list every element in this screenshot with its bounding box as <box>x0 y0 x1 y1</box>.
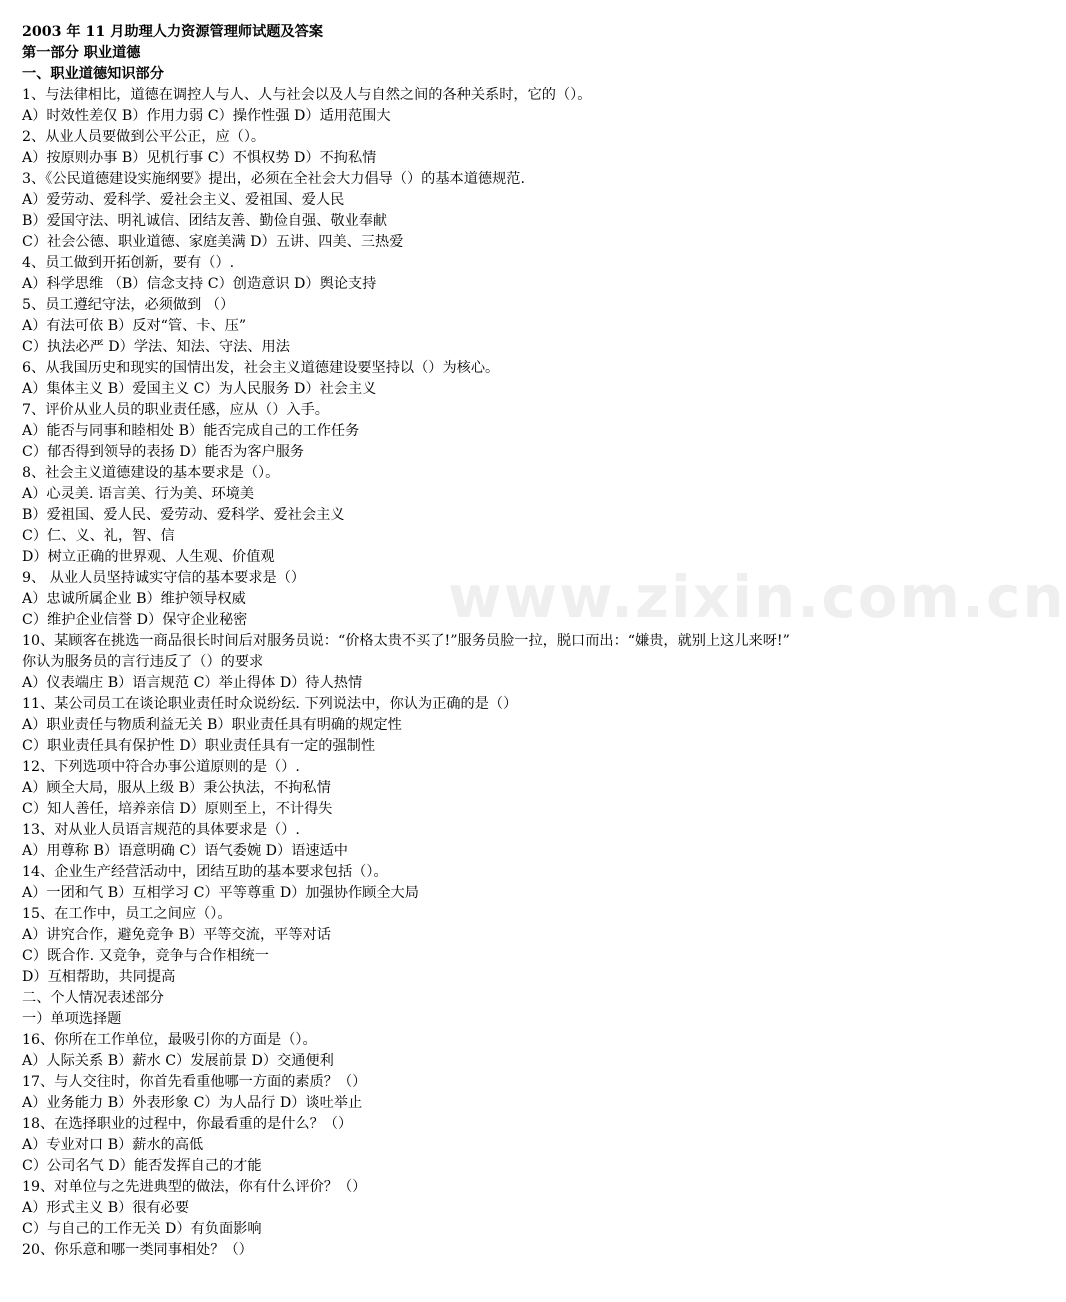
question-text: 13、对从业人员语言规范的具体要求是（）. <box>22 822 300 838</box>
part-heading: 第一部分 职业道德 <box>22 45 141 61</box>
answer-options: A）讲究合作，避免竞争 B）平等交流，平等对话 <box>22 927 331 943</box>
answer-options: A）按原则办事 B）见机行事 C）不惧权势 D）不拘私情 <box>22 150 377 166</box>
answer-options: D）互相帮助，共同提高 <box>22 969 176 985</box>
question-text: 6、从我国历史和现实的国情出发，社会主义道德建设要坚持以（）为核心。 <box>22 360 500 376</box>
answer-options: B）爱祖国、爱人民、爱劳动、爱科学、爱社会主义 <box>22 507 345 523</box>
answer-options: A）时效性差仅 B）作用力弱 C）操作性强 D）适用范围大 <box>22 108 391 124</box>
answer-options: C）职业责任具有保护性 D）职业责任具有一定的强制性 <box>22 738 376 754</box>
question-text: 1、与法律相比，道德在调控人与人、人与社会以及人与自然之间的各种关系时，它的（）。 <box>22 87 592 103</box>
question-text: 5、员工遵纪守法，必须做到 （） <box>22 297 235 313</box>
answer-options: C）维护企业信誉 D）保守企业秘密 <box>22 612 248 628</box>
question-text: 10、某顾客在挑选一商品很长时间后对服务员说：“价格太贵不买了!”服务员脸一拉，脱口而出：“嫌贵，就别上这儿来呀!” <box>22 633 790 649</box>
answer-options: A）爱劳动、爱科学、爱社会主义、爱祖国、爱人民 <box>22 192 345 208</box>
answer-options: A）一团和气 B）互相学习 C）平等尊重 D）加强协作顾全大局 <box>22 885 419 901</box>
answer-options: C）郁否得到领导的表扬 D）能否为客户服务 <box>22 444 305 460</box>
answer-options: A）能否与同事和睦相处 B）能否完成自己的工作任务 <box>22 423 360 439</box>
question-text: 4、员工做到开拓创新，要有（）. <box>22 255 235 271</box>
answer-options: C）既合作. 又竞争，竞争与合作相统一 <box>22 948 269 964</box>
answer-options: A）心灵美. 语言美、行为美、环境美 <box>22 486 255 502</box>
document-body <box>22 22 912 1261</box>
answer-options: C）知人善任，培养亲信 D）原则至上，不计得失 <box>22 801 333 817</box>
answer-options: A）专业对口 B）薪水的高低 <box>22 1137 204 1153</box>
question-text-continued: 你认为服务员的言行违反了（）的要求 <box>22 654 264 670</box>
question-text: 7、评价从业人员的职业责任感，应从（）入手。 <box>22 402 329 418</box>
answer-options: C）社会公德、职业道德、家庭美满 D）五讲、四美、三热爱 <box>22 234 404 250</box>
subsection-heading: 一）单项选择题 <box>22 1011 122 1027</box>
question-text: 11、某公司员工在谈论职业责任时众说纷纭. 下列说法中，你认为正确的是（） <box>22 696 518 712</box>
watermark: www.zixin.com.cn <box>448 563 1066 631</box>
answer-options: A）形式主义 B）很有必要 <box>22 1200 190 1216</box>
question-text: 16、你所在工作单位，最吸引你的方面是（）。 <box>22 1032 317 1048</box>
question-text: 15、在工作中，员工之间应（）。 <box>22 906 232 922</box>
answer-options: C）公司名气 D）能否发挥自己的才能 <box>22 1158 262 1174</box>
question-text: 17、与人交往时，你首先看重他哪一方面的素质？（） <box>22 1074 367 1090</box>
question-text: 18、在选择职业的过程中，你最看重的是什么？（） <box>22 1116 353 1132</box>
answer-options: B）爱国守法、明礼诚信、团结友善、勤俭自强、敬业奉献 <box>22 213 388 229</box>
answer-options: C）执法必严 D）学法、知法、守法、用法 <box>22 339 290 355</box>
answer-options: C）仁、义、礼，智、信 <box>22 528 175 544</box>
question-text: 20、你乐意和哪一类同事相处？（） <box>22 1242 253 1258</box>
question-text: 12、下列选项中符合办事公道原则的是（）. <box>22 759 300 775</box>
section-heading: 一、职业道德知识部分 <box>22 66 164 82</box>
question-text: 3、《公民道德建设实施纲要》提出，必须在全社会大力倡导（）的基本道德规范. <box>22 171 526 187</box>
answer-options: D）树立正确的世界观、人生观、价值观 <box>22 549 275 565</box>
answer-options: A）忠诚所属企业 B）维护领导权威 <box>22 591 246 607</box>
answer-options: A）科学思维 （B）信念支持 C）创造意识 D）舆论支持 <box>22 276 377 292</box>
question-text: 9、 从业人员坚持诚实守信的基本要求是（） <box>22 570 306 586</box>
answer-options: A）业务能力 B）外表形象 C）为人品行 D）谈吐举止 <box>22 1095 363 1111</box>
answer-options: C）与自己的工作无关 D）有负面影响 <box>22 1221 262 1237</box>
answer-options: A）用尊称 B）语意明确 C）语气委婉 D）语速适中 <box>22 843 348 859</box>
question-text: 19、对单位与之先进典型的做法，你有什么评价？（） <box>22 1179 367 1195</box>
question-text: 2、从业人员要做到公平公正，应（）。 <box>22 129 266 145</box>
question-text: 8、社会主义道德建设的基本要求是（）。 <box>22 465 280 481</box>
document-title: 2003 年 11 月助理人力资源管理师试题及答案 <box>22 24 324 40</box>
answer-options: A）仪表端庄 B）语言规范 C）举止得体 D）待人热情 <box>22 675 363 691</box>
answer-options: A）有法可依 B）反对“管、卡、压” <box>22 318 247 334</box>
answer-options: A）集体主义 B）爱国主义 C）为人民服务 D）社会主义 <box>22 381 377 397</box>
answer-options: A）顾全大局，服从上级 B）秉公执法，不拘私情 <box>22 780 331 796</box>
section-heading: 二、个人情况表述部分 <box>22 990 164 1006</box>
answer-options: A）人际关系 B）薪水 C）发展前景 D）交通便利 <box>22 1053 334 1069</box>
question-text: 14、企业生产经营活动中，团结互助的基本要求包括（）。 <box>22 864 388 880</box>
answer-options: A）职业责任与物质利益无关 B）职业责任具有明确的规定性 <box>22 717 402 733</box>
